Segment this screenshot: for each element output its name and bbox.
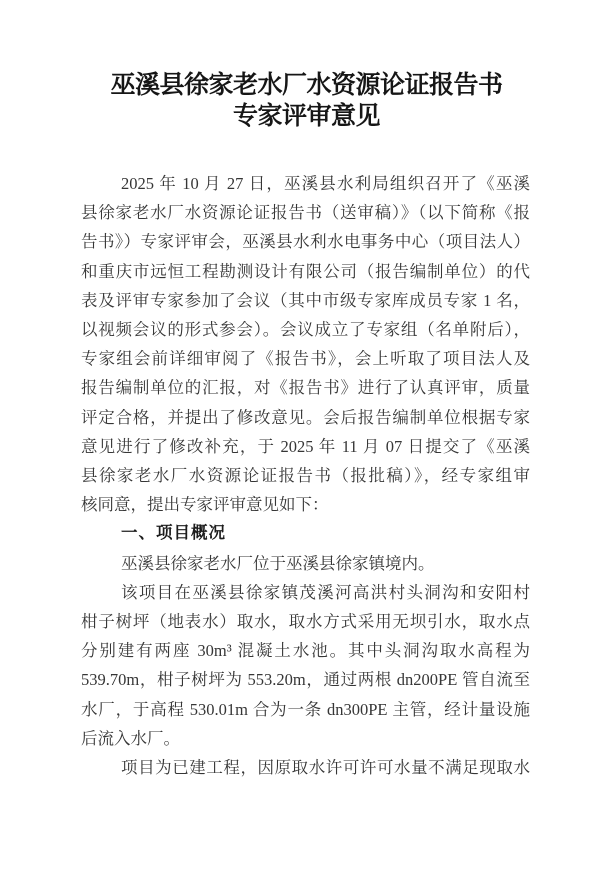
text-line: 以视频会议的形式参会）。会议成立了专家组（名单附后）， — [81, 320, 530, 340]
title-line-1: 巫溪县徐家老水厂水资源论证报告书 — [110, 71, 503, 99]
text-line: 巫溪县徐家老水厂位于巫溪县徐家镇境内。 — [121, 553, 435, 573]
text-line: 水厂，于高程 530.01m 合为一条 dn300PE 主管，经计量设施 — [81, 699, 530, 719]
text-line: 柑子树坪（地表水）取水，取水方式采用无坝引水，取水点 — [81, 612, 530, 632]
text-line: 表及评审专家参加了会议（其中市级专家库成员专家 1 名， — [81, 290, 530, 310]
document-body — [81, 169, 530, 782]
text-line: 县徐家老水厂水资源论证报告书（送审稿）》（以下简称《报 — [81, 203, 530, 223]
text-line: 县徐家老水厂水资源论证报告书（报批稿）》，经专家组审 — [81, 466, 530, 486]
text-line: 该项目在巫溪县徐家镇茂溪河高洪村头洞沟和安阳村 — [121, 582, 530, 602]
text-line: 后流入水厂。 — [81, 728, 180, 748]
text-line: 2025 年 10 月 27 日，巫溪县水利局组织召开了《巫溪 — [121, 174, 530, 193]
text-line: 核同意，提出专家评审意见如下： — [81, 495, 329, 515]
section-heading: 一、项目概况 — [121, 524, 226, 543]
title-line-2: 专家评审意见 — [232, 102, 380, 130]
text-line: 报告编制单位的汇报，对《报告书》进行了认真评审，质量 — [81, 378, 530, 398]
text-line: 评定合格，并提出了修改意见。会后报告编制单位根据专家 — [81, 407, 530, 427]
text-line: 项目为已建工程，因原取水许可许可水量不满足现取水 — [121, 758, 530, 778]
text-line: 告书》）专家评审会，巫溪县水利水电事务中心（项目法人） — [81, 232, 530, 252]
text-line: 专家组会前详细审阅了《报告书》，会上听取了项目法人及 — [81, 349, 530, 369]
text-line: 分别建有两座 30m³ 混凝土水池。其中头洞沟取水高程为 — [81, 641, 530, 661]
text-line: 539.70m，柑子树坪为 553.20m，通过两根 dn200PE 管自流至 — [81, 670, 530, 690]
text-line: 和重庆市远恒工程勘测设计有限公司（报告编制单位）的代 — [81, 261, 530, 281]
text-line: 意见进行了修改补充，于 2025 年 11 月 07 日提交了《巫溪 — [81, 436, 530, 456]
document-title — [0, 70, 613, 132]
